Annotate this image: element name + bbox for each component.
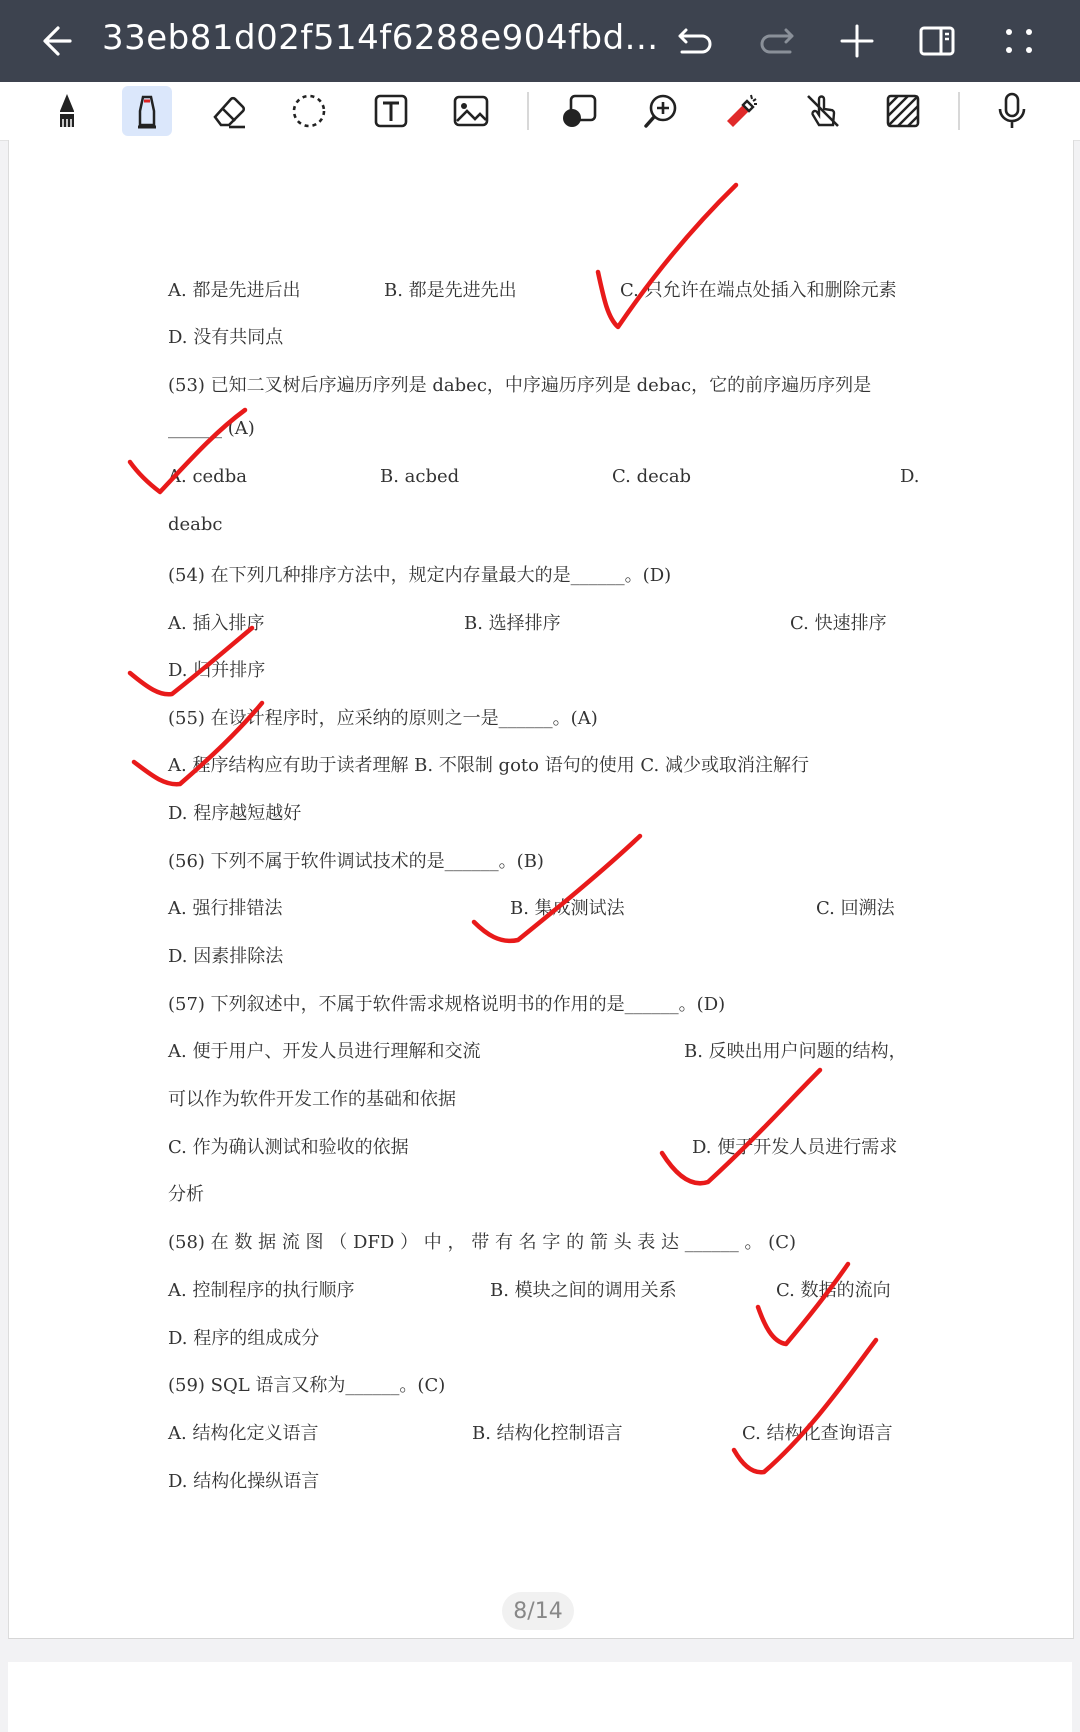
text-line: B. 结构化控制语言: [472, 1423, 623, 1444]
image-icon: [451, 91, 491, 131]
document-page[interactable]: [8, 140, 1074, 1639]
text-box-icon: [371, 91, 411, 131]
text-line: D. 没有共同点: [168, 327, 284, 348]
text-line: A. 都是先进后出: [168, 280, 301, 301]
toolbar-divider: [527, 92, 529, 130]
background-pattern-tool[interactable]: [878, 86, 928, 136]
text-line: A. 结构化定义语言: [168, 1423, 319, 1444]
back-arrow-icon[interactable]: [40, 20, 82, 62]
text-line: D. 因素排除法: [168, 946, 284, 967]
text-line: B. 反映出用户问题的结构，: [684, 1041, 907, 1062]
touch-draw-tool[interactable]: [798, 86, 848, 136]
text-line: B. 都是先进先出: [384, 280, 517, 301]
pen-icon: [50, 91, 84, 131]
highlighter-icon: [130, 91, 164, 131]
lasso-select-tool[interactable]: [284, 86, 334, 136]
text-line: A. 程序结构应有助于读者理解 B. 不限制 goto 语句的使用 C. 减少或取消注解行: [168, 755, 810, 776]
text-line: C. 作为确认测试和验收的依据: [168, 1137, 409, 1158]
text-line: (59) SQL 语言又称为______。(C): [168, 1375, 446, 1396]
text-line: (54) 在下列几种排序方法中，规定内存量最大的是______。(D): [168, 565, 672, 586]
document-title: 33eb81d02f514f6288e904fbd...: [102, 18, 659, 58]
text-line: A. 便于用户、开发人员进行理解和交流: [168, 1041, 481, 1062]
annotation-toolbar: [0, 82, 1080, 141]
text-line: C. 数据的流向: [776, 1280, 891, 1301]
text-line: D. 归并排序: [168, 660, 266, 681]
text-line: 可以作为软件开发工作的基础和依据: [168, 1089, 456, 1110]
voice-input-tool[interactable]: [987, 86, 1037, 136]
touch-draw-off-icon: [803, 91, 843, 131]
page-indicator: 8/14: [502, 1592, 574, 1630]
insert-image-tool[interactable]: [446, 86, 496, 136]
text-line: (58) 在 数 据 流 图 （ DFD ） 中 ， 带 有 名 字 的 箭 头 表 达 ______ 。 (C): [168, 1232, 796, 1253]
toolbar-divider: [958, 92, 960, 130]
text-line: D. 程序越短越好: [168, 803, 302, 824]
eraser-icon: [209, 91, 249, 131]
text-line: (53) 已知二叉树后序遍历序列是 dabec，中序遍历序列是 debac，它的前序遍历序列是: [168, 375, 872, 396]
shape-tool[interactable]: [554, 86, 604, 136]
text-line: D.: [900, 466, 920, 487]
text-line: D. 结构化操纵语言: [168, 1471, 320, 1492]
add-icon[interactable]: [836, 20, 878, 62]
zoom-in-tool[interactable]: [636, 86, 686, 136]
text-line: D. 便于开发人员进行需求: [692, 1137, 898, 1158]
eraser-tool[interactable]: [204, 86, 254, 136]
text-line: C. 结构化查询语言: [742, 1423, 893, 1444]
more-options-icon[interactable]: [998, 20, 1040, 62]
text-line: A. cedba: [168, 466, 247, 487]
text-box-tool[interactable]: [366, 86, 416, 136]
redo-icon[interactable]: [756, 20, 798, 62]
shape-icon: [559, 91, 599, 131]
laser-pointer-tool[interactable]: [716, 86, 766, 136]
text-line: B. acbed: [380, 466, 460, 487]
text-line: A. 控制程序的执行顺序: [168, 1280, 355, 1301]
text-line: D. 程序的组成成分: [168, 1328, 320, 1349]
text-line: 分析: [168, 1184, 204, 1205]
laser-pointer-icon: [721, 91, 761, 131]
zoom-in-icon: [641, 91, 681, 131]
highlighter-tool[interactable]: [122, 86, 172, 136]
text-line: B. 模块之间的调用关系: [490, 1280, 677, 1301]
hatch-pattern-icon: [883, 91, 923, 131]
text-line: ______ (A): [168, 418, 255, 439]
text-line: deabc: [168, 514, 223, 535]
title-bar: [0, 0, 1080, 82]
text-line: A. 强行排错法: [168, 898, 283, 919]
text-line: A. 插入排序: [168, 613, 265, 634]
text-line: C. 回溯法: [816, 898, 895, 919]
text-line: (57) 下列叙述中，不属于软件需求规格说明书的作用的是______。(D): [168, 994, 726, 1015]
text-line: (56) 下列不属于软件调试技术的是______。(B): [168, 851, 544, 872]
pen-tool[interactable]: [42, 86, 92, 136]
text-line: C. 只允许在端点处插入和删除元素: [620, 280, 897, 301]
split-view-icon[interactable]: [916, 20, 958, 62]
undo-icon[interactable]: [674, 20, 716, 62]
next-page-preview[interactable]: [8, 1662, 1072, 1732]
lasso-select-icon: [289, 91, 329, 131]
text-line: B. 选择排序: [464, 613, 561, 634]
text-line: C. decab: [612, 466, 692, 487]
text-line: B. 集成测试法: [510, 898, 625, 919]
microphone-icon: [992, 91, 1032, 131]
text-line: (55) 在设计程序时，应采纳的原则之一是______。(A): [168, 708, 598, 729]
text-line: C. 快速排序: [790, 613, 887, 634]
